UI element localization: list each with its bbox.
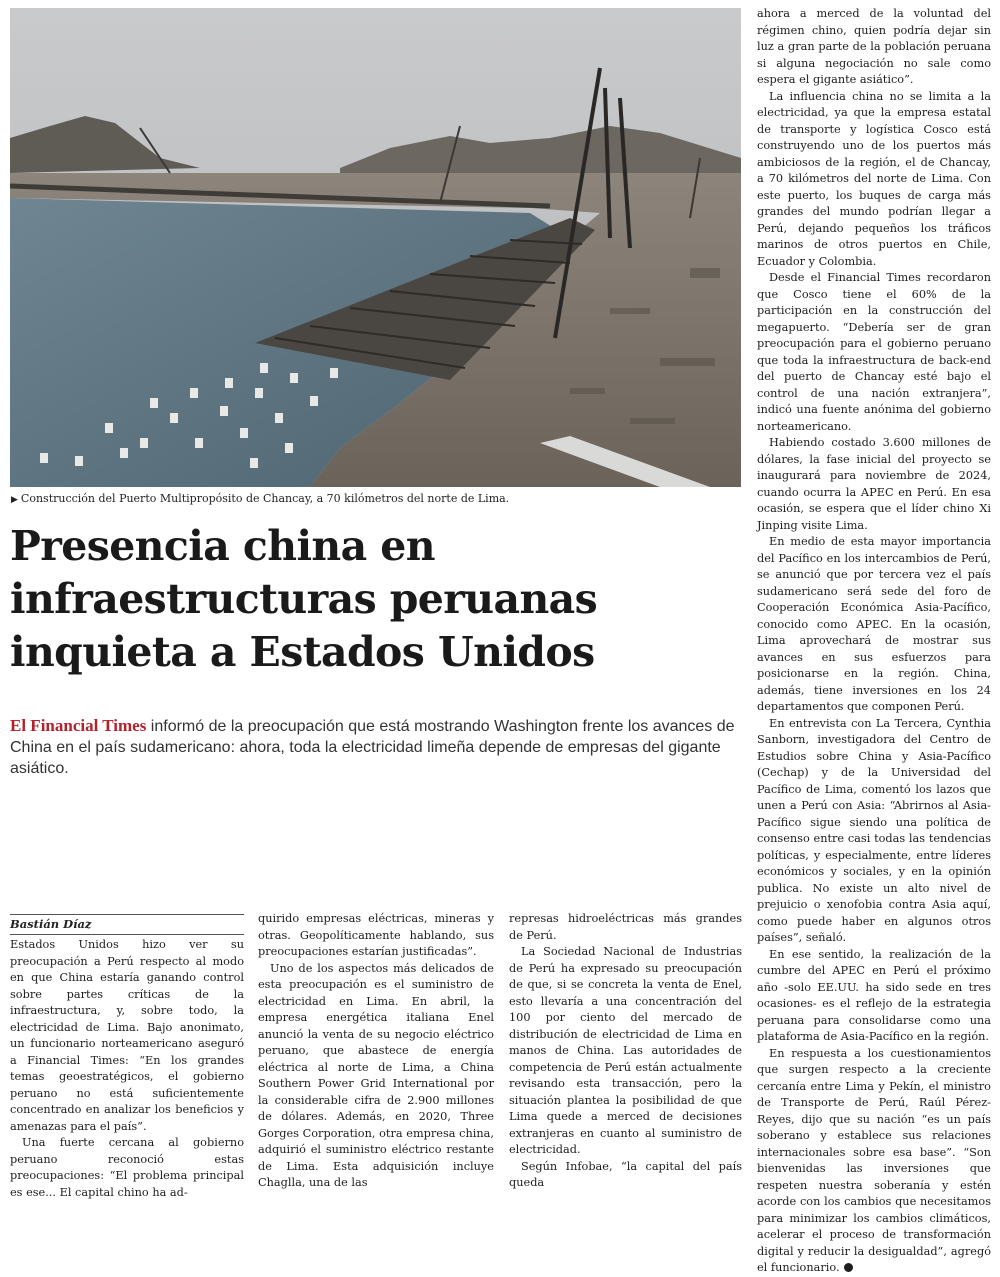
column-3 [509, 911, 742, 1192]
paragraph: La influencia china no se limita a la electricidad, ya que la empresa estatal de transporte y logística Cosco está construyendo uno de los puertos más ambiciosos de la región, el de Chancay, a 70 kilómetros del norte de Lima. Con este puerto, los buques de carga más grandes del mundo podrían llegar a Perú, dejando pequeños los tráficos marinos de otros puertos en Chile, Ecuador y Colombia. [757, 89, 991, 268]
paragraph: quirido empresas eléctricas, mineras y otras. Geopolíticamente hablando, sus preocupaciones estarían justificadas”. [258, 912, 494, 958]
paragraph: Una fuerte cercana al gobierno peruano reconoció estas preocupaciones: “El problema principal es ese... El capital chino ha ad- [10, 1136, 244, 1199]
paragraph: En ese sentido, la realización de la cumbre del APEC en Perú el próximo año -solo EE.UU. ha sido sede en tres ocasiones- es el reflejo de la estrategia peruana para consolidarse como una plataforma de Asia-Pacífico en la región. [757, 947, 991, 1043]
headline-line-3: inquieta a Estados Unidos [10, 628, 595, 676]
byline: Bastián Díaz [10, 914, 244, 935]
paragraph-final-text: En respuesta a los cuestionamientos que surgen respecto a la creciente cercanía entre Lima y Pekín, el ministro de Transporte de Perú, Raúl Pérez-Reyes, dijo que su nación “es un país soberano y establece sus relaciones internacionales sobre esa base”. “Son bienvenidas las inversiones que respeten nuestra soberanía y estén acorde con los cambios que necesitamos para minimizar los cambios climáticos, acelerar el proceso de transformación digital y reducir la desigualdad”, agregó el funcionario. [757, 1046, 991, 1274]
column-2 [258, 911, 494, 1192]
paragraph: represas hidroeléctricas más grandes de Perú. [509, 912, 742, 942]
paragraph: La Sociedad Nacional de Industrias de Perú ha expresado su preocupación de que, si se concreta la venta de Enel, esto llevaría a una concentración del 100 por ciento del mercado de distribución de electricidad de Lima en manos de China. Las autoridades de competencia de Perú están actualmente revisando esta transacción, pero la situación plantea la posibilidad de que Lima quede a merced de decisiones extranjeras en cuanto al suministro de electricidad. [509, 945, 742, 1156]
column-1 [10, 937, 244, 1201]
triangle-marker-icon: ▶ [11, 495, 18, 505]
paragraph: Según Infobae, “la capital del país queda [509, 1159, 742, 1189]
lead-paragraph [10, 715, 735, 779]
headline [10, 520, 745, 679]
lead-source: El Financial Times [10, 716, 147, 735]
paragraph: Estados Unidos hizo ver su preocupación a Perú respecto al modo en que China estaría ganando control sobre partes críticas de la infraestructura, y, sobre todo, la electricidad de Lima. Bajo anonimato, un funcionario norteamericano aseguró a Financial Times: “En los grandes temas geoestratégicos, el gobierno peruano no está suficientemente concentrado en analizar los beneficios y amenazas para el país”. [10, 938, 244, 1133]
paragraph: ahora a merced de la voluntad del régimen chino, quien podría dejar sin luz a gran parte de la población peruana si alguna negociación no sale como espera el gigante asiático”. [757, 7, 991, 86]
headline-line-2: infraestructuras peruanas [10, 575, 598, 623]
paragraph: Desde el Financial Times recordaron que Cosco tiene el 60% de la participación en la construcción del megapuerto. “Debería ser de gran preocupación para el gobierno peruano que toda la infraestructura de back-end del puerto de Chancay esté bajo el control de una nación extranjera”, indicó una fuente anónima del gobierno norteamericano. [757, 271, 991, 433]
lead-text: informó de la preocupación que está mostrando Washington frente los avances de China en el país sudamericano: ahora, toda la electricidad limeña depende de empresas del gigante asiático. [10, 718, 735, 777]
paragraph: En medio de esta mayor importancia del Pacífico en los intercambios de Perú, se anunció que por tercera vez el país sudamericano será sede del foro de Cooperación Económica Asia-Pacífico, conocido como APEC. En la ocasión, Lima aprovechará de mostrar sus avances en sus esfuerzos para posicionarse en la región. China, además, tiene inversiones en los 24 departamentos que componen Perú. [757, 535, 991, 713]
paragraph-final [757, 1046, 991, 1277]
photo-caption [11, 492, 741, 507]
paragraph: Uno de los aspectos más delicados de esta preocupación es el suministro de electricidad en Lima. En abril, la empresa energética italiana Enel anunció la venta de su negocio eléctrico peruano, que abastece de energía eléctrica al norte de Lima, a China Southern Power Grid International por la considerable cifra de 2.900 millones de dólares. Además, en 2020, Three Gorges Corporation, otra empresa china, adquirió el suministro eléctrico restante de Lima. Esta adquisición incluye Chaglla, una de las [258, 961, 494, 1189]
column-4 [757, 6, 991, 1277]
port-construction-photo [10, 8, 741, 487]
photo-caption-text: Construcción del Puerto Multipropósito de Chancay, a 70 kilómetros del norte de Lima. [20, 492, 510, 505]
article-photo [10, 8, 741, 487]
paragraph: Habiendo costado 3.600 millones de dólares, la fase inicial del proyecto se inaugurará para noviembre de 2024, cuando ocurra la APEC en Perú. En esa ocasión, se espera que el líder chino Xi Jinping visite Lima. [757, 436, 991, 532]
end-of-article-icon [844, 1263, 853, 1272]
headline-line-1: Presencia china en [10, 522, 435, 570]
paragraph: En entrevista con La Tercera, Cynthia Sanborn, investigadora del Centro de Estudios sobre China y Asia-Pacífico (Cechap) y de la Universidad del Pacífico de Lima, comentó los lazos que unen a Perú con Asia: “Abrirnos al Asia-Pacífico sigue siendo una política de consenso entre casi todas las tendencias políticas, y especialmente, entre líderes económicos y sociales, y en la opinión publica. No existe un alto nivel de prejuicio o xenofobia contra Asia aquí, como puede haber en algunos otros países”, señaló. [757, 716, 991, 944]
